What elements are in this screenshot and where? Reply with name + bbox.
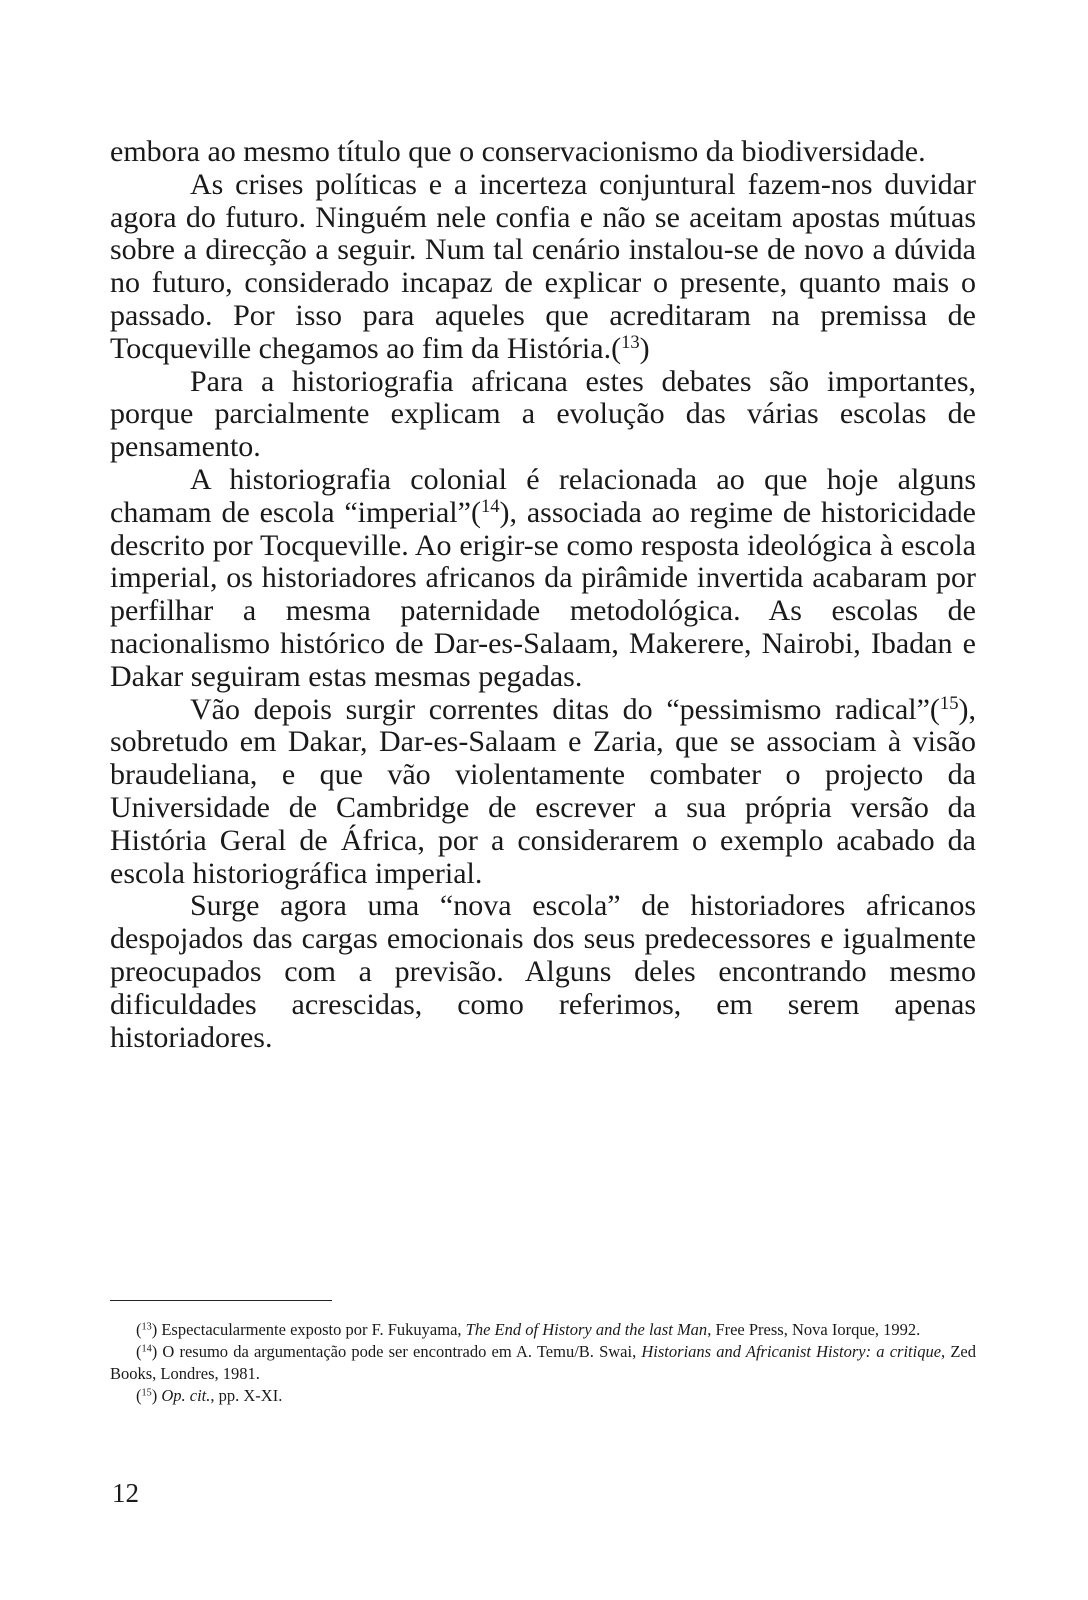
paragraph-african-historiography: Para a historiografia africana estes debates são importantes, porque parcialmente explicam a evolução das várias escolas de pensamento. bbox=[110, 364, 976, 464]
footnote-ref-14[interactable]: 14 bbox=[480, 495, 500, 517]
footnote-marker: 15 bbox=[141, 1387, 152, 1399]
footnote-ref-15[interactable]: 15 bbox=[939, 692, 959, 714]
footnote-book-title: Historians and Africanist History: a critique bbox=[641, 1342, 942, 1361]
page-number: 12 bbox=[112, 1478, 139, 1508]
paragraph-text: ), associada ao regime de historicidade descrito por Tocqueville. Ao erigir-se como resposta ideológica à escola imperial, os historiadores africanos da pirâmide invertida acabaram por perfilhar a mesma paternidade metodológica. As escolas de nacionalismo histórico de Dar-es-Salaam, Makerere, Nairobi, Ibadan e Dakar seguiram estas mesmas pegadas. bbox=[110, 495, 976, 693]
paragraph-new-school: Surge agora uma “nova escola” de historiadores africanos despojados das cargas emocionais dos seus predecessores e igualmente preocupados com a previsão. Alguns deles encontrando mesmo dificuldades acrescidas, como referimos, em serem apenas historiadores. bbox=[110, 889, 976, 1054]
paragraph-colonial-historiography bbox=[110, 464, 976, 694]
main-text bbox=[110, 136, 976, 1054]
paragraph-radical-pessimism bbox=[110, 694, 976, 891]
paragraph-text: As crises políticas e a incerteza conjuntural fazem-nos duvidar agora do futuro. Ninguém nele confia e não se aceitam apostas mútuas sobre a direcção a seguir. Num tal cenário instalou-se de novo a dúvida no futuro, considerado incapaz de explicar o presente, quanto mais o passado. Por isso para aqueles que acreditaram na premissa de Tocqueville chegamos ao fim da História.( bbox=[110, 167, 976, 365]
footnote-15: ($^{15}$) Op. cit., pp. X-XI. bbox=[136, 1386, 283, 1405]
footnotes bbox=[110, 1319, 976, 1407]
footnote-marker: 14 bbox=[141, 1343, 152, 1355]
footnote-ref-13[interactable]: 13 bbox=[621, 331, 640, 353]
footnote-citation: Op. cit. bbox=[161, 1386, 211, 1405]
footnote-book-title: The End of History and the last Man bbox=[465, 1320, 708, 1339]
footnote-text: O resumo da argumentação pode ser encontrado em A. Temu/B. Swai, bbox=[157, 1342, 642, 1361]
paragraph-text: Vão depois surgir correntes ditas do “pessimismo radical”( bbox=[190, 692, 940, 726]
ref-close-paren: ) bbox=[639, 331, 650, 365]
paragraph-continuation: embora ao mesmo título que o conservacionismo da biodiversidade. bbox=[110, 135, 926, 168]
footnote-text: , pp. X-XI. bbox=[210, 1386, 283, 1405]
footnote-marker: 13 bbox=[141, 1321, 152, 1333]
paragraph-text: A historiografia colonial é relacionada ao que hoje alguns chamam de escola “imperial”( bbox=[110, 462, 976, 529]
footnote-13: ($^{13}$) Espectacularmente exposto por F. Fukuyama, The End of History and the last Man, Free Press, Nova Iorque, 1992. bbox=[136, 1320, 921, 1339]
footnote-divider bbox=[110, 1300, 332, 1301]
paragraph-text: ), sobretudo em Dakar, Dar-es-Salaam e Zaria, que se associam à visão braudeliana, e que vão violentamente combater o projecto da Universidade de Cambridge de escrever a sua própria versão da História Geral de África, por a considerarem o exemplo acabado da escola historiográfica imperial. bbox=[110, 692, 976, 890]
footnote-text: , Zed Books, Londres, 1981. bbox=[110, 1342, 976, 1383]
footnote-text: , Free Press, Nova Iorque, 1992. bbox=[707, 1320, 921, 1339]
footnote-14: ($^{14}$) O resumo da argumentação pode ser encontrado em A. Temu/B. Swai, Historians and Africanist History: a critique, Zed Books, Londres, 1981. bbox=[110, 1342, 976, 1383]
paragraph-political-crises bbox=[110, 169, 976, 366]
footnote-text: Espectacularmente exposto por F. Fukuyama, bbox=[157, 1320, 466, 1339]
